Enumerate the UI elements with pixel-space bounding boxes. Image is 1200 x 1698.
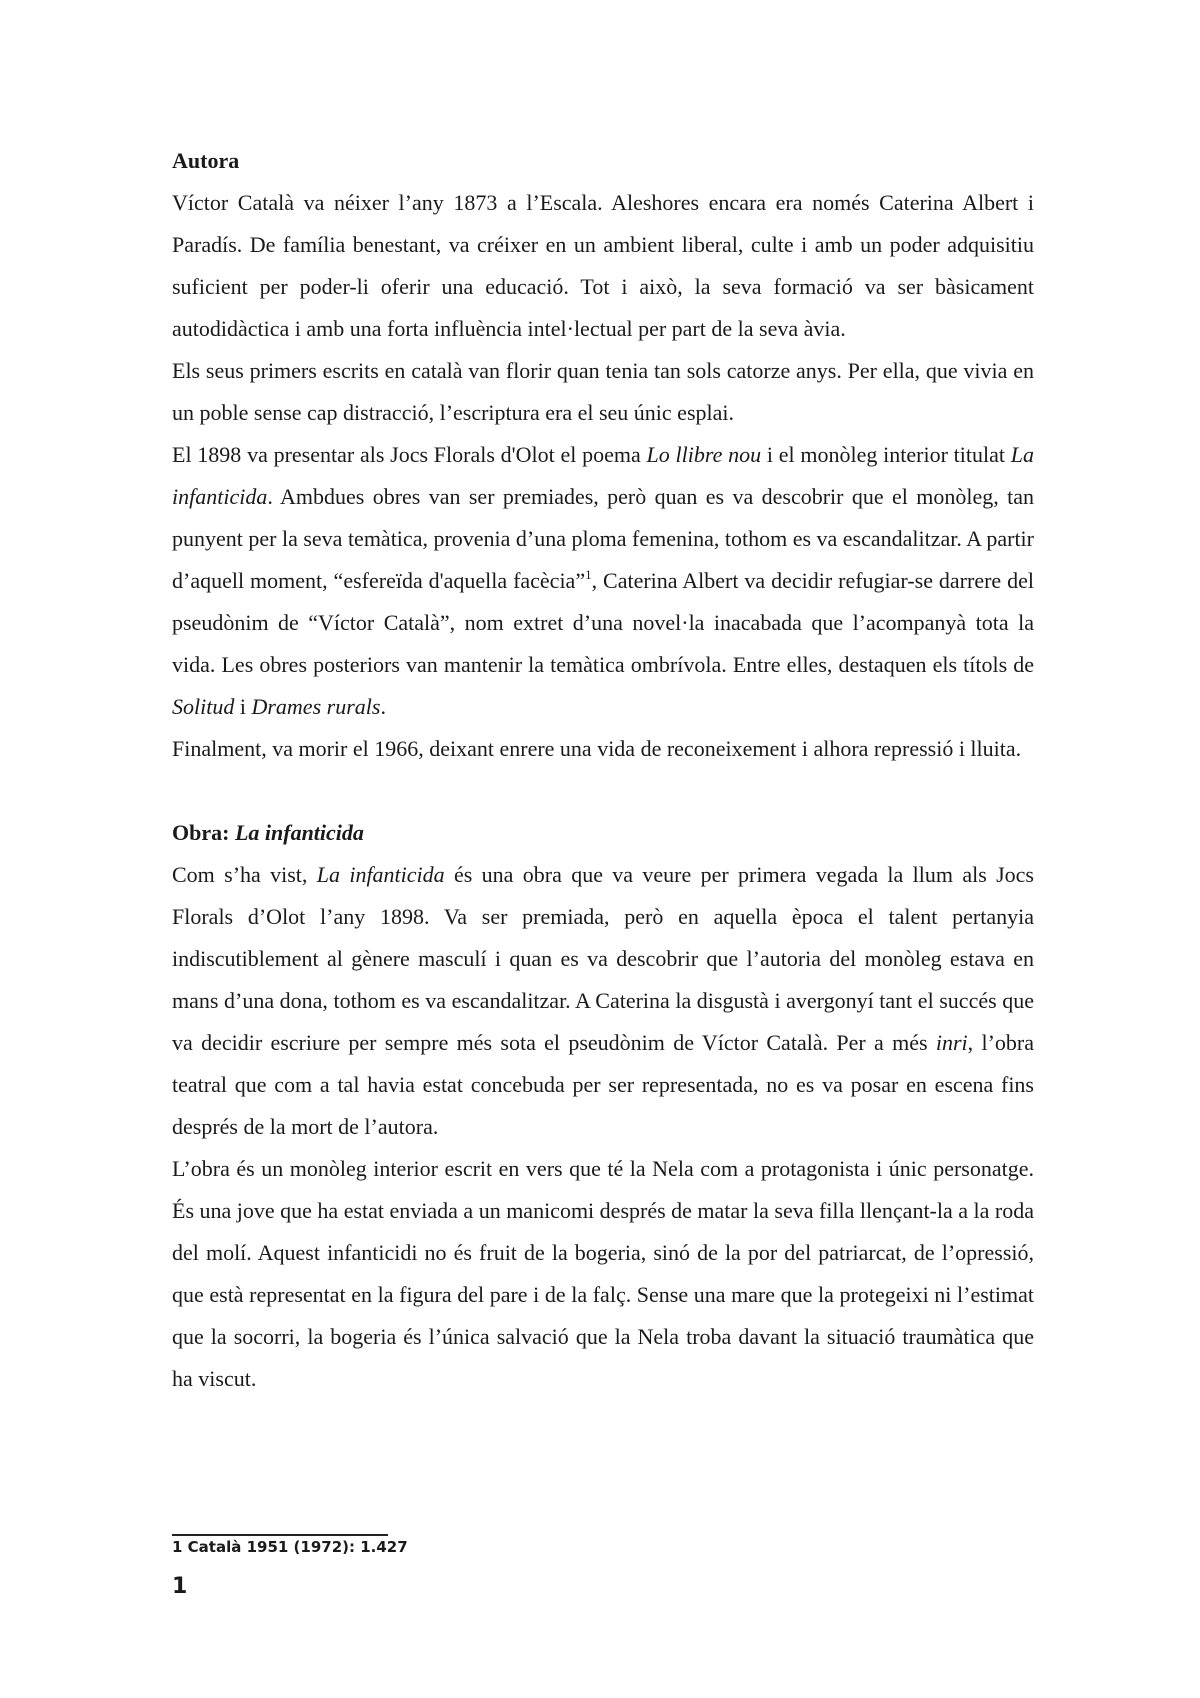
text-run: , l’obra teatral que com a tal havia estat concebuda per ser representada, no es va posar en escena fins després de la mort de l’autora. <box>172 1030 1034 1139</box>
text-run: i <box>234 694 252 719</box>
work-title-solitud: Solitud <box>172 694 235 719</box>
paragraph-autora-3 <box>172 434 1034 728</box>
footnote-separator <box>172 1534 388 1536</box>
document-body <box>172 140 1034 1400</box>
text-run: El 1898 va presentar als Jocs Florals d'Olot el poema <box>172 442 647 467</box>
text-run: . <box>380 694 386 719</box>
paragraph-autora-1: Víctor Català va néixer l’any 1873 a l’Escala. Aleshores encara era només Caterina Albert i Paradís. De família benestant, va créixer en un ambient liberal, culte i amb un poder adquisitiu suficient per poder-li oferir una educació. Tot i això, la seva formació va ser bàsicament autodidàctica i amb una forta influència intel·lectual per part de la seva àvia. <box>172 190 1034 341</box>
text-run: . Ambdues obres van ser premiades, però quan es va descobrir que el monòleg, tan punyent per la seva temàtica, provenia d’una ploma femenina, tothom es va escandalitzar. A partir d’aquell moment, “esfereïda d'aquella facècia” <box>172 484 1034 593</box>
text-run: i el monòleg interior titulat <box>761 442 1011 467</box>
text-run: és una obra que va veure per primera vegada la llum als Jocs Florals d’Olot l’any 1898. Va ser premiada, però en aquella època el talent pertanyia indiscutiblement al gènere masculí i quan es va descobrir que l’autoria del monòleg estava en mans d’una dona, tothom es va escandalitzar. A Caterina la disgustà i avergonyí tant el succés que va decidir escriure per sempre més sota el pseudònim de Víctor Català. Per a més <box>172 862 1034 1055</box>
text-run: , Caterina Albert va decidir refugiar-se darrere del pseudònim de “Víctor Català”, nom extret d’una novel·la inacabada que l’acompanyà tota la vida. Les obres posteriors van mantenir la temàtica ombrívola. Entre elles, destaquen els títols de <box>172 568 1034 677</box>
heading-prefix: Obra: <box>172 820 235 845</box>
heading-title: La infanticida <box>234 820 364 845</box>
section-heading-autora: Autora <box>172 148 240 173</box>
page-number: 1 <box>172 1574 188 1599</box>
paragraph-obra-2: L’obra és un monòleg interior escrit en vers que té la Nela com a protagonista i únic personatge. És una jove que ha estat enviada a un manicomi després de matar la seva filla llençant-la a la roda del molí. Aquest infanticidi no és fruit de la bogeria, sinó de la por del patriarcat, de l’opressió, que està representat en la figura del pare i de la falç. Sense una mare que la protegeixi ni l’estimat que la socorri, la bogeria és l’única salvació que la Nela troba davant la situació traumàtica que ha viscut. <box>172 1156 1034 1391</box>
paragraph-autora-2: Els seus primers escrits en català van florir quan tenia tan sols catorze anys. Per ella, que vivia en un poble sense cap distracció, l’escriptura era el seu únic esplai. <box>172 358 1034 425</box>
footnote: 1 Català 1951 (1972): 1.427 <box>172 1538 408 1556</box>
footnote-reference: 1 <box>585 567 592 582</box>
work-title-drames-rurals: Drames rurals <box>251 694 381 719</box>
latin-word-inri: inri <box>935 1030 968 1055</box>
paragraph-autora-4: Finalment, va morir el 1966, deixant enrere una vida de reconeixement i alhora repressió i lluita. <box>172 736 1022 761</box>
paragraph-obra-1 <box>172 854 1034 1148</box>
work-title-lo-llibre-nou: Lo llibre nou <box>646 442 762 467</box>
work-title-la-infanticida: La infanticida <box>172 442 1035 509</box>
text-run: Com s’ha vist, <box>172 862 317 887</box>
section-heading-obra <box>172 812 1034 854</box>
work-title-la-infanticida: La infanticida <box>316 862 445 887</box>
